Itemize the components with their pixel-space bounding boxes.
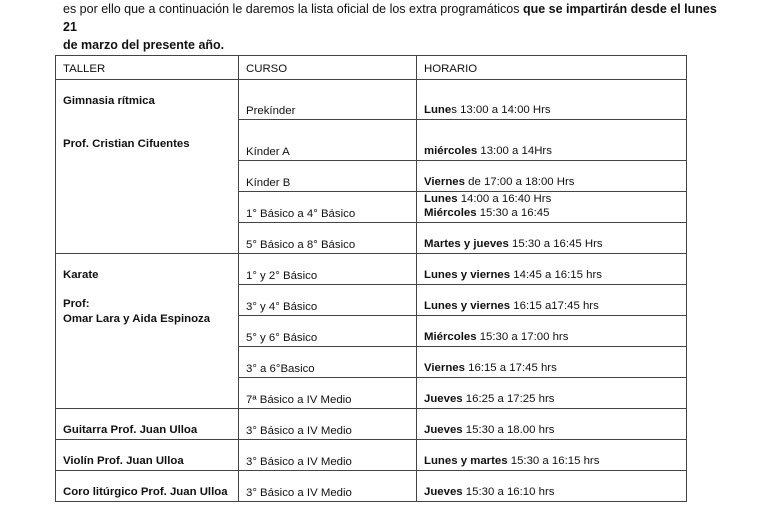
horario-line: [424, 392, 679, 406]
horario-cell: [417, 192, 687, 223]
curso-cell: Kínder B: [239, 161, 417, 192]
horario-cell: [417, 254, 687, 285]
taller-line: Violín Prof. Juan Ulloa: [63, 455, 184, 467]
table-header-row: [56, 56, 687, 80]
intro-line2-bold: de marzo del presente año.: [63, 38, 225, 52]
curso-cell: 3° y 4° Básico: [239, 285, 417, 316]
taller-line: Prof. Cristian Cifuentes: [63, 138, 190, 150]
taller-line: Karate: [63, 269, 99, 281]
horario-time: 15:30 a 16:10 hrs: [462, 486, 555, 498]
horario-line: [424, 485, 679, 499]
horario-days: Lunes y martes: [424, 455, 508, 467]
curso-cell: Prekínder: [239, 80, 417, 120]
schedule-table: [55, 55, 687, 502]
curso-cell: 3° Básico a IV Medio: [239, 409, 417, 440]
intro-line1-plain: es por ello que a continuación le daremos la lista oficial de los extra programáticos: [63, 2, 523, 16]
taller-line: [63, 123, 231, 137]
horario-cell: [417, 120, 687, 161]
taller-cell: [56, 409, 239, 440]
horario-time: 14:00 a 16:40 Hrs: [457, 193, 552, 205]
horario-cell: [417, 80, 687, 120]
table-row: [56, 80, 687, 120]
taller-cell: [56, 80, 239, 254]
table-row: [56, 471, 687, 502]
taller-cell: [56, 254, 239, 409]
horario-cell: [417, 347, 687, 378]
horario-days: Miércoles: [424, 331, 477, 343]
horario-line: [424, 268, 679, 282]
horario-cell: [417, 161, 687, 192]
horario-days: Lune: [424, 104, 452, 116]
horario-line: [424, 454, 679, 468]
intro-line1-bold: que se impartirán desde el lunes 21: [63, 2, 717, 34]
horario-time: 16:25 a 17:25 hrs: [462, 393, 555, 405]
horario-days: Miércoles: [424, 207, 477, 219]
curso-cell: 1° y 2° Básico: [239, 254, 417, 285]
horario-days: Lunes y viernes: [424, 269, 511, 281]
taller-line: Omar Lara y Aida Espinoza: [63, 313, 211, 325]
taller-line: Guitarra Prof. Juan Ulloa: [63, 424, 198, 436]
horario-line: [424, 237, 679, 251]
taller-line: Prof:: [63, 298, 90, 310]
curso-cell: 7ª Básico a IV Medio: [239, 378, 417, 409]
horario-days: Jueves: [424, 393, 463, 405]
horario-line: [424, 299, 679, 313]
horario-time: 16:15 a17:45 hrs: [510, 300, 599, 312]
horario-days: miércoles: [424, 145, 478, 157]
horario-time: 15:30 a 16:15 hrs: [507, 455, 600, 467]
taller-line: [63, 109, 231, 123]
table-row: [56, 409, 687, 440]
horario-time: 15:30 a 18.00 hrs: [462, 424, 555, 436]
horario-line: [424, 361, 679, 375]
curso-cell: 3° Básico a IV Medio: [239, 440, 417, 471]
curso-cell: 1° Básico a 4° Básico: [239, 192, 417, 223]
horario-cell: [417, 409, 687, 440]
taller-cell: [56, 440, 239, 471]
curso-cell: 3° Básico a IV Medio: [239, 471, 417, 502]
table-row: [56, 440, 687, 471]
horario-cell: [417, 223, 687, 254]
horario-line: [424, 103, 679, 117]
curso-cell: 3° a 6°Basico: [239, 347, 417, 378]
table-row: [56, 254, 687, 285]
horario-time: 15:30 a 16:45 Hrs: [508, 238, 603, 250]
horario-cell: [417, 378, 687, 409]
horario-line: [424, 192, 679, 206]
horario-days: Lunes y viernes: [424, 300, 511, 312]
taller-line: [63, 283, 231, 297]
horario-cell: [417, 316, 687, 347]
horario-days: Jueves: [424, 486, 463, 498]
horario-time: 15:30 a 16:45: [476, 207, 550, 219]
horario-time: 13:00 a 14Hrs: [477, 145, 552, 157]
header-curso: CURSO: [239, 56, 417, 80]
horario-days: Martes y jueves: [424, 238, 509, 250]
horario-days: Viernes: [424, 362, 465, 374]
horario-line: [424, 206, 679, 220]
horario-days: Lunes: [424, 193, 458, 205]
curso-cell: 5° Básico a 8° Básico: [239, 223, 417, 254]
horario-time: s 13:00 a 14:00 Hrs: [451, 104, 551, 116]
header-horario: HORARIO: [417, 56, 687, 80]
curso-cell: Kínder A: [239, 120, 417, 161]
horario-line: [424, 175, 679, 189]
horario-cell: [417, 285, 687, 316]
horario-time: 16:15 a 17:45 hrs: [464, 362, 557, 374]
horario-line: [424, 423, 679, 437]
horario-days: Viernes: [424, 176, 465, 188]
curso-cell: 5° y 6° Básico: [239, 316, 417, 347]
header-taller: TALLER: [56, 56, 239, 80]
horario-cell: [417, 471, 687, 502]
horario-time: 15:30 a 17:00 hrs: [476, 331, 569, 343]
horario-days: Jueves: [424, 424, 463, 436]
taller-line: Gimnasia rítmica: [63, 95, 155, 107]
horario-time: 14:45 a 16:15 hrs: [510, 269, 602, 281]
taller-line: Coro litúrgico Prof. Juan Ulloa: [63, 486, 228, 498]
intro-paragraph: [63, 0, 723, 54]
horario-line: [424, 144, 679, 158]
horario-line: [424, 330, 679, 344]
horario-cell: [417, 440, 687, 471]
horario-time: de 17:00 a 18:00 Hrs: [464, 176, 575, 188]
taller-cell: [56, 471, 239, 502]
